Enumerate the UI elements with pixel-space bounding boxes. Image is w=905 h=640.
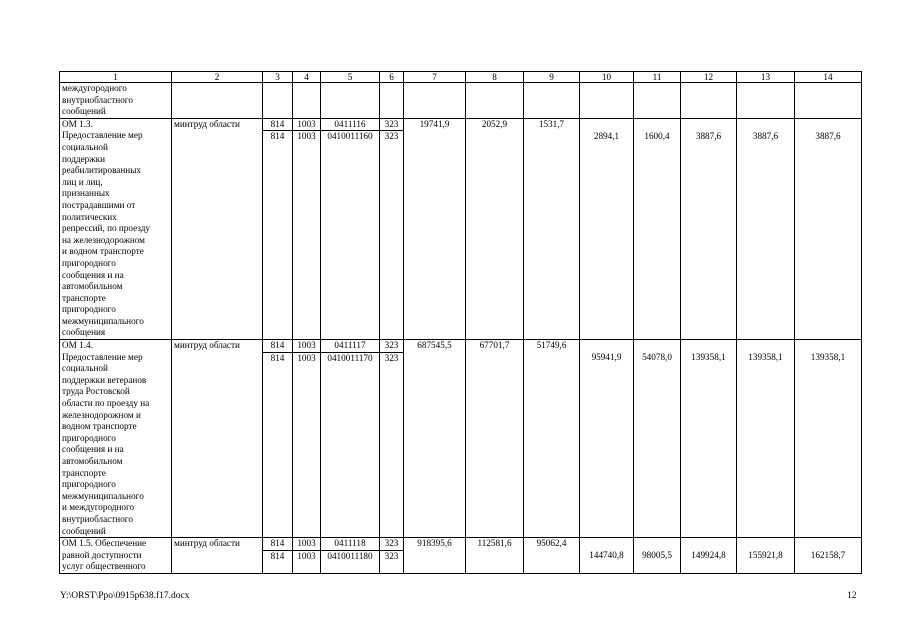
table-row [60, 118, 862, 339]
name-line: услуг общественного [62, 561, 146, 572]
rzpr-old: 1003 [297, 538, 316, 549]
value-cell-12: 139358,1 [681, 340, 737, 538]
name-line: межмуниципального [62, 490, 144, 501]
grbs-old: 814 [270, 340, 285, 351]
name-line: лиц и лиц, [62, 176, 103, 187]
measure-name-cell [60, 340, 172, 538]
value-cell-14: 162158,7 [795, 538, 862, 574]
name-line: пострадавшими от [62, 199, 136, 210]
name-line: пригородного [62, 432, 116, 443]
value-cell-9: 95062,4 [524, 538, 580, 574]
table-row [60, 538, 862, 574]
value-cell-7: 687545,5 [404, 340, 466, 538]
footer-file-path: Y:\ORST\Ppo\0915p638.f17.docx [60, 591, 190, 601]
name-line: транспорте [62, 467, 106, 478]
csr-new: 0410011180 [327, 550, 373, 561]
rzpr-cell [293, 340, 321, 538]
header-cell: 7 [404, 72, 466, 83]
grbs-new: 814 [270, 550, 285, 561]
executor-cell: минтруд области [172, 118, 263, 339]
continuation-name-cell [60, 83, 172, 119]
grbs-old: 814 [270, 538, 285, 549]
value-cell-12: 149924,8 [681, 538, 737, 574]
budget-table [59, 71, 862, 574]
vr-cell [380, 538, 404, 574]
name-line: социальной [62, 141, 108, 152]
value-cell-11: 1600,4 [634, 118, 681, 339]
header-cell: 6 [380, 72, 404, 83]
name-line: области по проезду на [62, 398, 150, 409]
name-line: ОМ 1.4. [62, 340, 93, 351]
rzpr-new: 1003 [297, 550, 316, 561]
value-cell-13: 3887,6 [737, 118, 795, 339]
vr-old: 323 [384, 118, 399, 129]
value-cell-10: 2894,1 [580, 118, 634, 339]
grbs-new: 814 [270, 352, 285, 363]
csr-cell [321, 538, 380, 574]
name-line: автомобильном [62, 456, 123, 466]
footer-page-number: 12 [847, 591, 857, 601]
value-cell-8: 112581,6 [466, 538, 524, 574]
value-cell-12: 3887,6 [681, 118, 737, 339]
value-cell-10: 95941,9 [580, 340, 634, 538]
header-cell: 5 [321, 72, 380, 83]
name-line: сообщений [62, 525, 106, 536]
name-line: и междугородного [62, 502, 135, 513]
name-line: транспорте [62, 292, 106, 303]
name-line: междугородного [62, 83, 127, 93]
vr-new: 323 [384, 352, 399, 363]
grbs-cell [263, 538, 293, 574]
csr-old: 0411117 [334, 340, 366, 351]
name-line: политических [62, 211, 117, 222]
name-line: внутриобластного [62, 513, 133, 524]
value-cell-13: 155921,8 [737, 538, 795, 574]
header-cell: 13 [737, 72, 795, 83]
table-row [60, 340, 862, 538]
value-cell-10: 144740,8 [580, 538, 634, 574]
value-cell-9: 51749,6 [524, 340, 580, 538]
value-cell-14: 139358,1 [795, 340, 862, 538]
vr-cell [380, 340, 404, 538]
executor-cell: минтруд области [172, 340, 263, 538]
vr-new: 323 [384, 131, 399, 142]
name-line: Предоставление мер [62, 130, 143, 141]
value-cell-14: 3887,6 [795, 118, 862, 339]
vr-new: 323 [384, 550, 399, 561]
measure-name-cell [60, 538, 172, 574]
header-cell: 4 [293, 72, 321, 83]
vr-old: 323 [384, 340, 399, 351]
name-line: труда Ростовской [62, 386, 130, 397]
measure-name-cell [60, 118, 172, 339]
header-cell: 10 [580, 72, 634, 83]
rzpr-cell [293, 118, 321, 339]
vr-old: 323 [384, 538, 399, 549]
grbs-old: 814 [270, 118, 285, 129]
rzpr-old: 1003 [297, 340, 316, 351]
name-line: Предоставление мер [62, 351, 143, 362]
name-line: ОМ 1.5. Обеспечение [62, 538, 147, 549]
csr-new: 0410011170 [327, 352, 373, 363]
csr-new: 0410011160 [327, 131, 373, 142]
name-line: на железнодорожном [62, 234, 145, 245]
grbs-cell [263, 340, 293, 538]
name-line: межмуниципального [62, 315, 144, 326]
header-cell: 14 [795, 72, 862, 83]
csr-old: 0411118 [334, 538, 366, 549]
name-line: социальной [62, 363, 108, 374]
name-line: равной доступности [62, 549, 142, 560]
rzpr-new: 1003 [297, 352, 316, 363]
header-cell: 12 [681, 72, 737, 83]
name-line: реабилитированных [62, 165, 141, 176]
header-cell: 11 [634, 72, 681, 83]
name-line: пригородного [62, 304, 116, 315]
name-line: сообщения и на [62, 269, 124, 280]
header-row [60, 72, 862, 83]
value-cell-11: 98005,5 [634, 538, 681, 574]
name-line: сообщений [62, 106, 106, 117]
name-line: и водном транспорте [62, 246, 144, 257]
name-line: пригородного [62, 479, 116, 490]
header-cell: 3 [263, 72, 293, 83]
header-cell: 9 [524, 72, 580, 83]
name-line: автомобильном [62, 281, 123, 292]
name-line: сообщения [62, 327, 106, 338]
name-line: пригородного [62, 257, 116, 268]
name-line: сообщения и на [62, 444, 124, 455]
grbs-cell [263, 118, 293, 339]
value-cell-7: 19741,9 [404, 118, 466, 339]
csr-cell [321, 340, 380, 538]
rzpr-new: 1003 [297, 131, 316, 142]
csr-old: 0411116 [334, 118, 366, 129]
value-cell-8: 67701,7 [466, 340, 524, 538]
vr-cell [380, 118, 404, 339]
continuation-row [60, 83, 862, 119]
value-cell-9: 1531,7 [524, 118, 580, 339]
grbs-new: 814 [270, 131, 285, 142]
name-line: ОМ 1.3. [62, 118, 93, 129]
executor-cell: минтруд области [172, 538, 263, 574]
name-line: поддержки ветеранов [62, 374, 147, 385]
name-line: водном транспорте [62, 421, 137, 432]
header-cell: 1 [60, 72, 172, 83]
name-line: железнодорожном и [62, 409, 141, 420]
value-cell-13: 139358,1 [737, 340, 795, 538]
header-cell: 8 [466, 72, 524, 83]
rzpr-old: 1003 [297, 118, 316, 129]
name-line: признанных [62, 188, 110, 199]
name-line: репрессий, по проезду [62, 223, 151, 234]
name-line: внутриобластного [62, 94, 133, 105]
rzpr-cell [293, 538, 321, 574]
header-cell: 2 [172, 72, 263, 83]
name-line: поддержки [62, 153, 105, 164]
value-cell-8: 2052,9 [466, 118, 524, 339]
value-cell-11: 54078,0 [634, 340, 681, 538]
value-cell-7: 918395,6 [404, 538, 466, 574]
csr-cell [321, 118, 380, 339]
